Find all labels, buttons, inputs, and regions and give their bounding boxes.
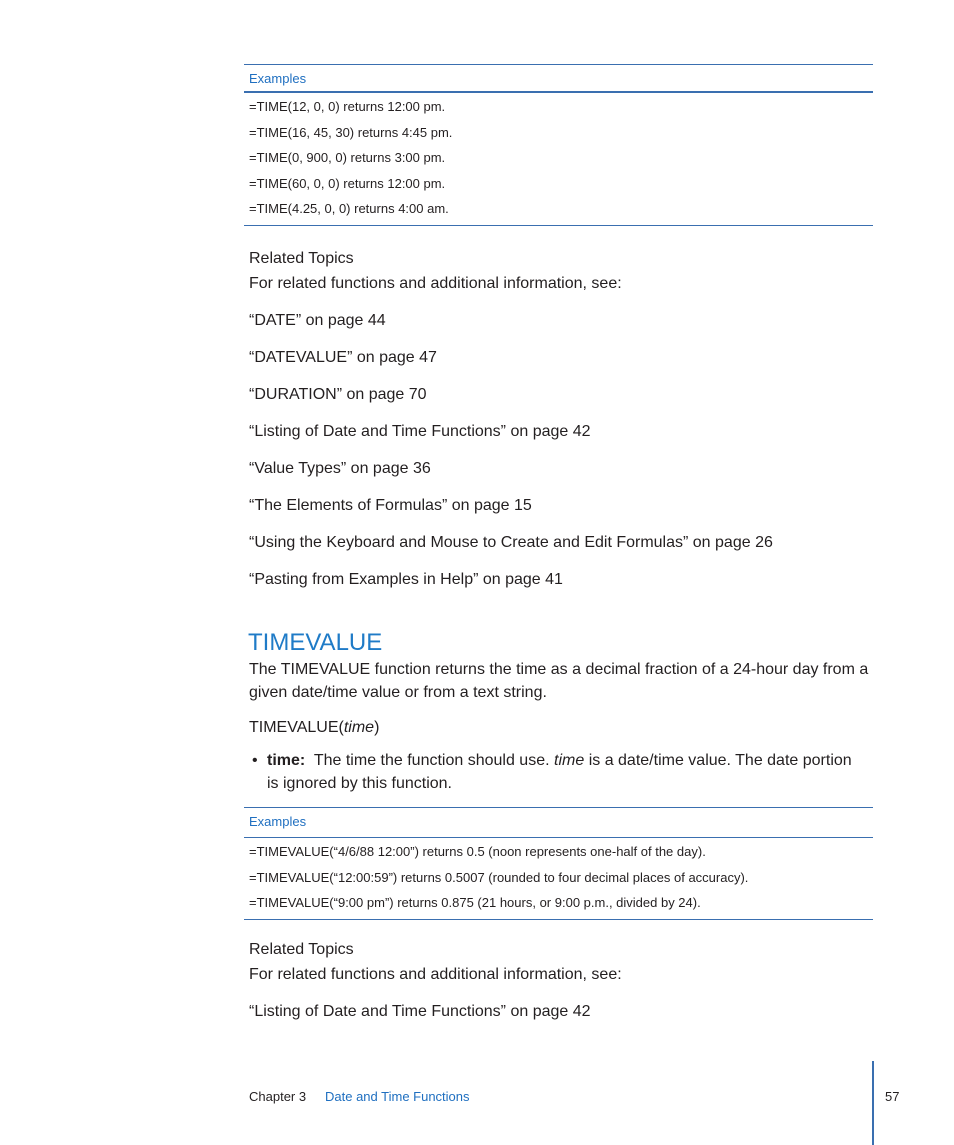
examples-header: Examples xyxy=(244,65,873,93)
footer-divider xyxy=(872,1061,874,1145)
related-link-value-types[interactable]: “Value Types” on page 36 xyxy=(249,460,431,477)
example-row: =TIMEVALUE(“4/6/88 12:00”) returns 0.5 (noon represents one-half of the day). xyxy=(249,844,706,859)
syntax-close-paren: ) xyxy=(374,719,380,736)
example-row: =TIME(0, 900, 0) returns 3:00 pm. xyxy=(249,150,446,165)
syntax-open-paren: ( xyxy=(338,719,344,736)
example-row: =TIME(60, 0, 0) returns 12:00 pm. xyxy=(249,175,446,191)
related-topics-heading: Related Topics xyxy=(249,941,354,958)
examples-table-time xyxy=(244,64,873,226)
syntax-argument: time xyxy=(343,719,375,736)
argument-label: time: xyxy=(267,752,306,769)
footer-chapter-title: Date and Time Functions xyxy=(325,1089,470,1104)
description-line: The TIMEVALUE function returns the time as a decimal fraction of a 24-hour day from a xyxy=(249,661,869,678)
argument-text: is a date/time value. The date portion xyxy=(588,752,852,769)
related-link-datevalue[interactable]: “DATEVALUE” on page 47 xyxy=(249,349,437,366)
example-row: =TIME(4.25, 0, 0) returns 4:00 am. xyxy=(249,201,449,216)
related-link-elements[interactable]: “The Elements of Formulas” on page 15 xyxy=(249,497,532,514)
related-link-listing[interactable]: “Listing of Date and Time Functions” on page 42 xyxy=(249,1003,591,1020)
related-topics-heading: Related Topics xyxy=(249,250,354,267)
related-topics-intro: For related functions and additional information, see: xyxy=(249,275,622,292)
argument-description xyxy=(267,749,852,795)
related-topics-intro: For related functions and additional information, see: xyxy=(249,966,622,983)
example-row: =TIME(16, 45, 30) returns 4:45 pm. xyxy=(249,124,453,140)
example-row: =TIME(12, 0, 0) returns 12:00 pm. xyxy=(249,99,446,114)
examples-header: Examples xyxy=(244,808,873,838)
examples-table-timevalue xyxy=(244,807,873,920)
syntax-name: TIMEVALUE xyxy=(249,719,339,736)
related-link-listing[interactable]: “Listing of Date and Time Functions” on page 42 xyxy=(249,423,591,440)
argument-text: The time the function should use. xyxy=(313,752,550,769)
function-syntax xyxy=(249,719,379,737)
related-link-duration[interactable]: “DURATION” on page 70 xyxy=(249,386,427,403)
function-description xyxy=(249,658,868,704)
related-link-date[interactable]: “DATE” on page 44 xyxy=(249,312,386,329)
page-number: 57 xyxy=(885,1089,900,1104)
argument-text: is ignored by this function. xyxy=(267,775,452,792)
example-row: =TIMEVALUE(“9:00 pm”) returns 0.875 (21 hours, or 9:00 p.m., divided by 24). xyxy=(249,895,701,910)
related-link-keyboard-mouse[interactable]: “Using the Keyboard and Mouse to Create and Edit Formulas” on page 26 xyxy=(249,534,773,551)
example-row: =TIMEVALUE(“12:00:59”) returns 0.5007 (rounded to four decimal places of accuracy). xyxy=(249,869,749,885)
argument-name-italic: time xyxy=(554,752,585,769)
description-line: given date/time value or from a text string. xyxy=(249,684,547,701)
related-link-pasting[interactable]: “Pasting from Examples in Help” on page 41 xyxy=(249,571,563,588)
footer-chapter: Chapter 3 xyxy=(249,1089,307,1104)
bullet-marker: • xyxy=(252,752,258,769)
section-title: TIMEVALUE xyxy=(248,629,383,656)
